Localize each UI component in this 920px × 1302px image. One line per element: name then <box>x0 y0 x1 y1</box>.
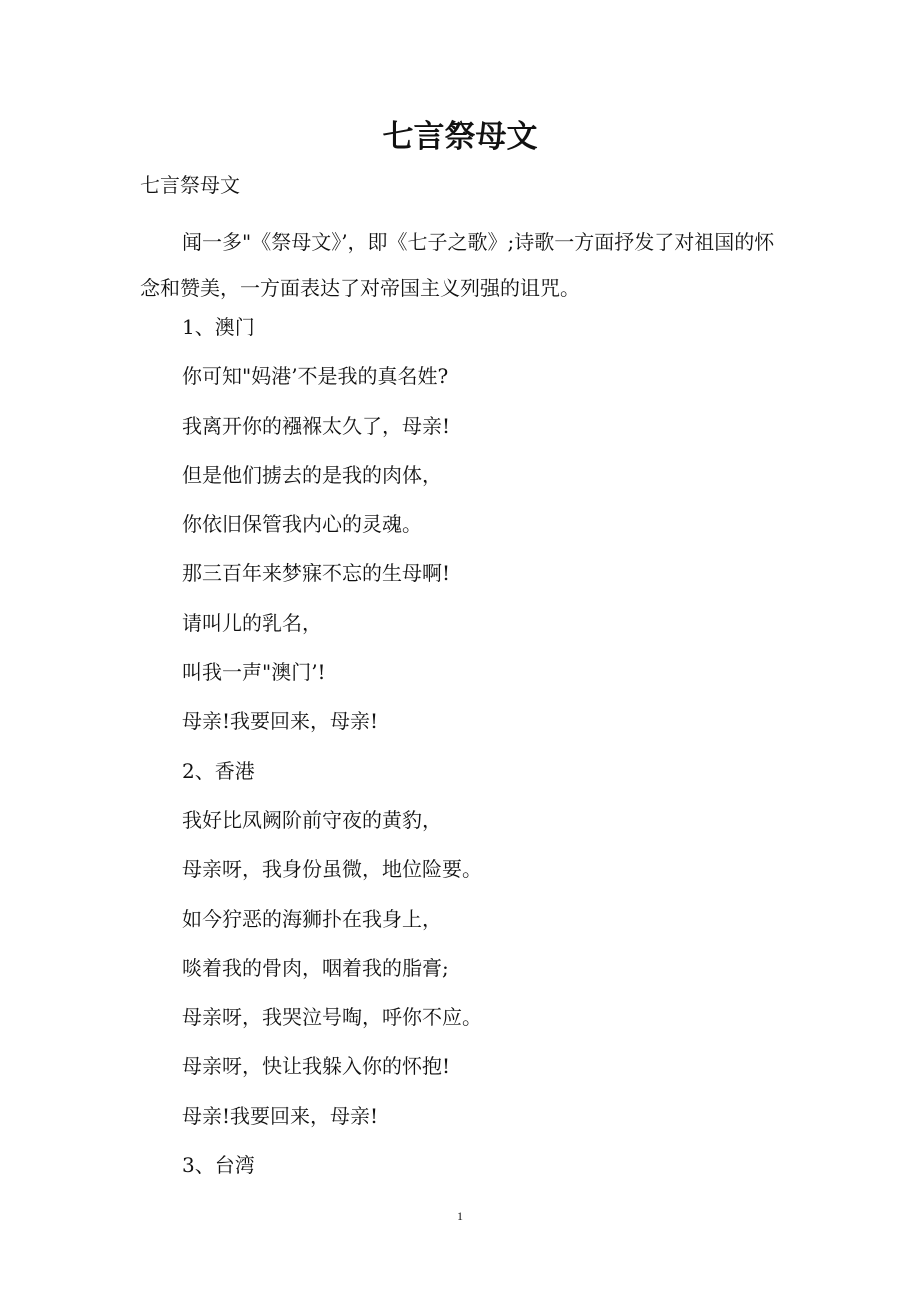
poem-line: 母亲呀，我哭泣号啕，呼你不应。 <box>182 1005 482 1030</box>
poem-line: 母亲呀，我身份虽微，地位险要。 <box>182 857 482 882</box>
poem-line: 我离开你的襁褓太久了，母亲! <box>182 413 451 438</box>
poem-line: 但是他们掳去的是我的肉体， <box>182 462 442 487</box>
section-heading-taiwan: 3、台湾 <box>182 1153 255 1178</box>
poem-line: 叫我一声"澳门’! <box>182 660 326 685</box>
poem-line: 我好比凤阙阶前守夜的黄豹， <box>182 807 442 832</box>
poem-line: 母亲!我要回来，母亲! <box>182 709 379 734</box>
document-title: 七言祭母文 <box>382 119 538 155</box>
intro-paragraph: 闻一多"《祭母文》’，即《七子之歌》;诗歌一方面抒发了对祖国的怀念和赞美，一方面表达了对帝国主义列强的诅咒。 <box>140 230 775 300</box>
poem-line: 如今狞恶的海狮扑在我身上， <box>182 906 442 931</box>
section-heading-hongkong: 2、香港 <box>182 758 255 783</box>
poem-line: 啖着我的骨肉，咽着我的脂膏; <box>182 955 449 980</box>
poem-line: 你依旧保管我内心的灵魂。 <box>182 512 422 537</box>
poem-line: 你可知"妈港’不是我的真名姓? <box>182 364 449 389</box>
poem-line: 请叫儿的乳名， <box>182 610 322 635</box>
section-heading-macau: 1、澳门 <box>182 315 255 339</box>
poem-line: 那三百年来梦寐不忘的生母啊! <box>182 561 451 586</box>
poem-lines <box>182 312 482 1199</box>
poem-line: 母亲呀，快让我躲入你的怀抱! <box>182 1054 451 1079</box>
page-number: 1 <box>457 1209 463 1223</box>
poem-line: 母亲!我要回来，母亲! <box>182 1103 379 1128</box>
document-subtitle: 七言祭母文 <box>140 173 240 197</box>
